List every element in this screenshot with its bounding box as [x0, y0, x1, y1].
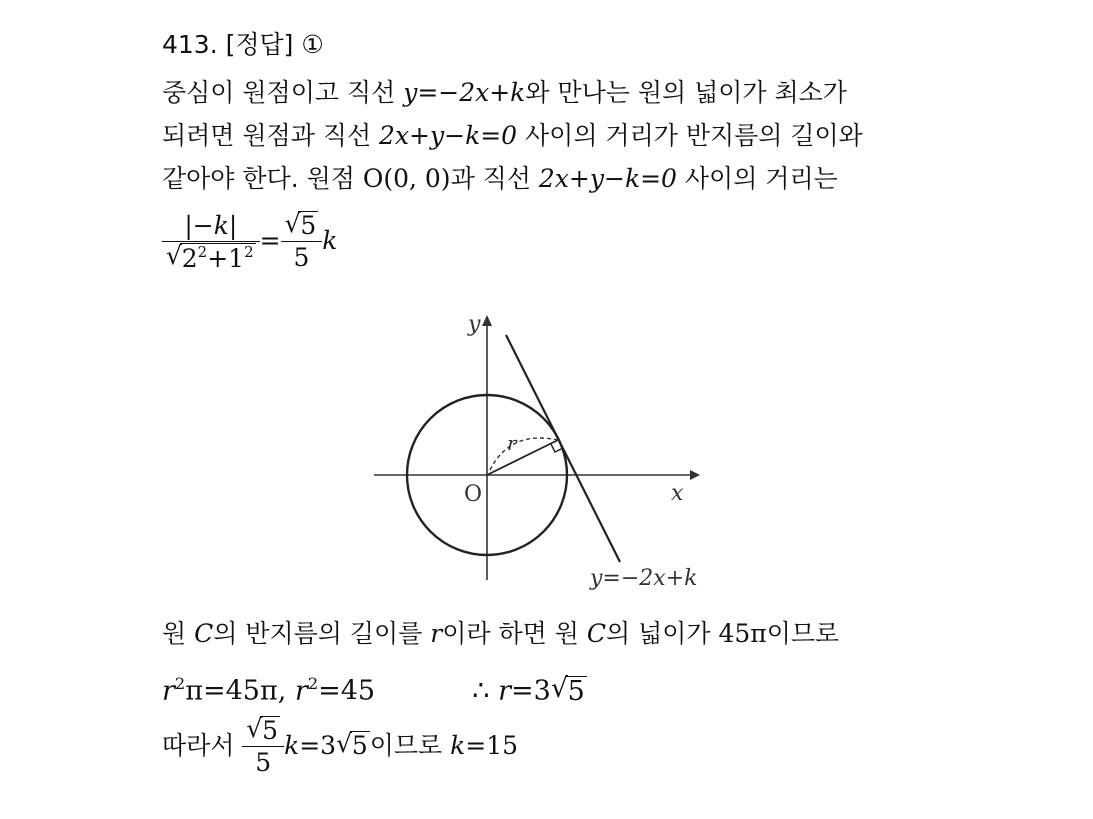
text-line-1: [162, 76, 847, 110]
equals-sign: =: [259, 225, 281, 255]
text-segment: 이므로: [766, 619, 840, 648]
tangent-line-label: y=−2x+k: [590, 566, 698, 591]
text-line-2: [162, 119, 863, 153]
radius-statement: [162, 617, 839, 651]
radius-label: r: [507, 431, 517, 455]
variable-k: k: [284, 730, 300, 760]
radicand: 5: [262, 716, 279, 745]
final-answer: =15: [465, 730, 519, 760]
text-segment: 원: [162, 619, 195, 648]
result-fraction: [281, 210, 323, 274]
fraction-denominator: [162, 242, 260, 273]
x-axis-label: x: [671, 481, 684, 506]
variable-k: k: [322, 225, 338, 255]
equation-part: =3: [299, 730, 337, 760]
fraction-denominator: 5: [293, 243, 310, 273]
sqrt-symbol: [336, 730, 370, 761]
answer-label: [정답]: [225, 30, 294, 59]
text-line-3: [162, 162, 838, 196]
sqrt-symbol: [551, 675, 587, 709]
radicand: 5: [300, 211, 317, 240]
circle-name: C: [586, 619, 606, 648]
text-segment: 의 반지름의 길이를: [213, 619, 431, 648]
problem-header: [162, 28, 324, 62]
area-value: 45π: [718, 619, 767, 648]
therefore-symbol: ∴: [472, 675, 490, 707]
exponent: 2: [307, 674, 319, 693]
equation-line: y=−2x+k: [403, 78, 526, 107]
conclusion-fraction: [242, 715, 284, 779]
variable-r: r: [162, 675, 175, 707]
area-equation-part: π=45π,: [185, 675, 287, 707]
origin-point: O(0, 0): [362, 164, 451, 193]
text-segment: 따라서: [162, 730, 235, 760]
text-segment: 와 만나는 원의 넓이가 최소가: [525, 78, 847, 107]
den-exp-1: 2: [197, 242, 208, 261]
y-axis-arrow-icon: [482, 315, 492, 326]
area-equation: [162, 667, 587, 709]
text-segment: 과 직선: [450, 164, 539, 193]
text-segment: 사이의 거리가 반지름의 길이와: [517, 121, 863, 150]
radicand: 5: [567, 675, 585, 707]
den-exp-2: 2: [244, 242, 254, 261]
radicand: 5: [351, 730, 368, 760]
sqrt-symbol: [246, 715, 280, 746]
radius-brace: [490, 438, 558, 470]
variable-r: r: [498, 675, 511, 707]
text-segment: 이므로: [369, 730, 443, 760]
problem-number: 413.: [162, 30, 218, 59]
exponent: 2: [174, 674, 186, 693]
text-segment: 되려면 원점과 직선: [162, 121, 380, 150]
variable-k: k: [450, 730, 466, 760]
circle-tangent-diagram: [360, 298, 740, 598]
area-equation-part: =45: [318, 675, 376, 707]
circle-name: C: [194, 619, 214, 648]
text-segment: 같아야 한다. 원점: [162, 164, 363, 193]
text-segment: 사이의 거리는: [676, 164, 838, 193]
variable-r: r: [430, 619, 443, 648]
variable-r: r: [294, 675, 308, 707]
distance-formula: [162, 210, 337, 274]
den-base-1: 2: [181, 243, 198, 273]
fraction-denominator: 5: [255, 748, 272, 778]
x-axis-arrow-icon: [690, 470, 700, 480]
conclusion-line: [162, 715, 518, 779]
sqrt-symbol: [285, 210, 319, 241]
text-segment: 중심이 원점이고 직선: [162, 78, 404, 107]
origin-label: O: [464, 482, 483, 507]
distance-fraction: [162, 210, 260, 274]
equation-line-implicit: 2x+y−k=0: [379, 121, 518, 150]
y-axis-label: y: [468, 312, 481, 337]
text-segment: 이라 하면 원: [442, 619, 587, 648]
den-base-2: 1: [228, 243, 245, 273]
answer-value: ①: [301, 30, 324, 59]
equation-line-implicit-2: 2x+y−k=0: [538, 164, 677, 193]
text-segment: 의 넓이가: [605, 619, 719, 648]
den-plus: +: [207, 243, 229, 273]
radius-value-part: =3: [511, 675, 551, 707]
sqrt-symbol: [166, 242, 256, 273]
fraction-numerator: |−k|: [162, 210, 260, 242]
